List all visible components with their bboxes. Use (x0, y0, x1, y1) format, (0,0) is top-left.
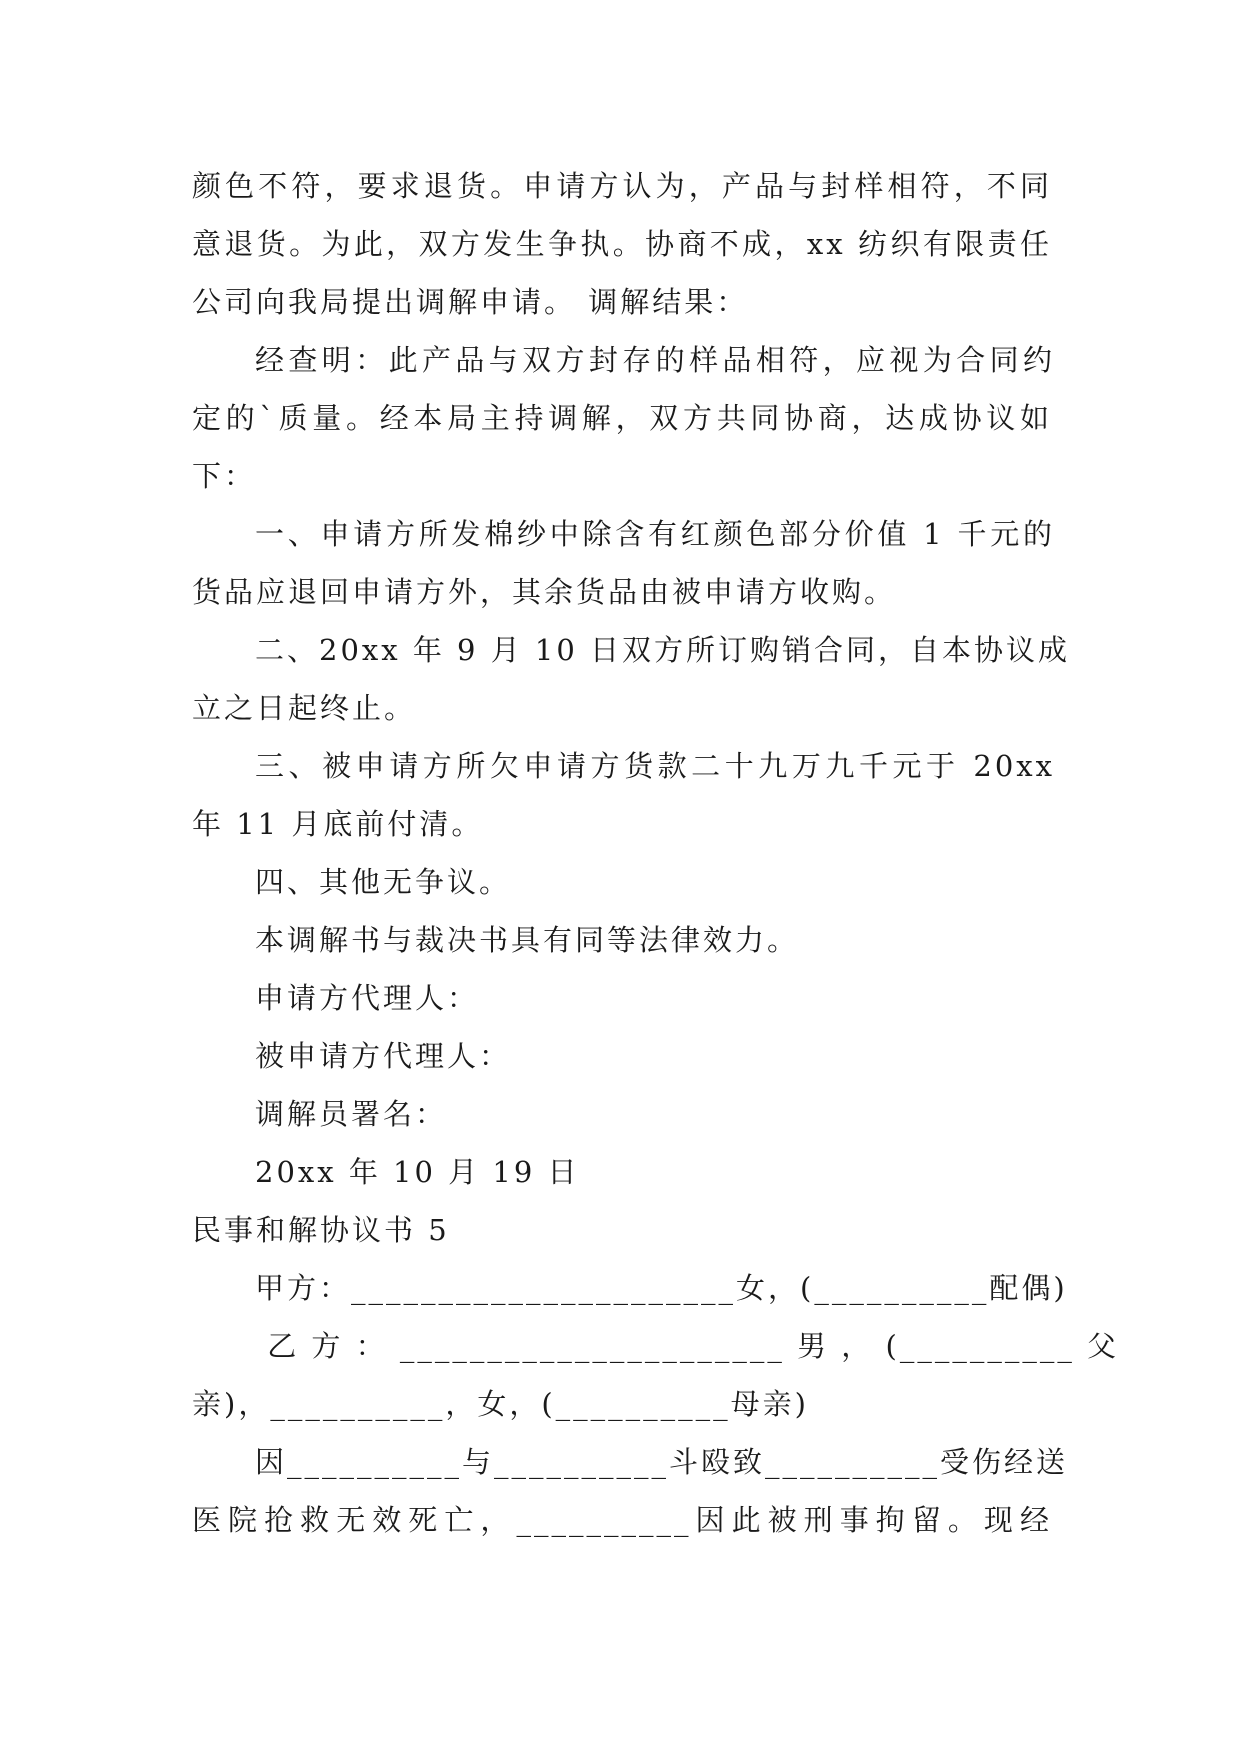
paragraph-line: 因__________与__________斗殴致__________受伤经送 (255, 1445, 1069, 1479)
clause-one-line: 货品应退回申请方外，其余货品由被申请方收购。 (192, 575, 897, 609)
paragraph-line: 颜色不符，要求退货。申请方认为，产品与封样相符，不同 (192, 169, 1052, 203)
clause-two-line: 二、20xx 年 9 月 10 日双方所订购销合同，自本协议成 (255, 633, 1071, 667)
paragraph-line: 定的`质量。经本局主持调解，双方共同协商，达成协议如 (192, 401, 1052, 435)
party-b-line: 乙 方 ： ______________________ 男 ， (__________ 父 (255, 1329, 1120, 1363)
applicant-agent-line: 申请方代理人： (255, 981, 480, 1015)
clause-three-line: 年 11 月底前付清。 (192, 807, 484, 841)
clause-two-line: 立之日起终止。 (192, 691, 417, 725)
paragraph-line: 医院抢救无效死亡，__________因此被刑事拘留。现经 (192, 1503, 1052, 1537)
paragraph-line: 公司向我局提出调解申请。 调解结果： (192, 285, 749, 319)
party-a-line: 甲方：______________________女，(__________配偶) (255, 1271, 1068, 1305)
clause-three-line: 三、被申请方所欠申请方货款二十九万九千元于 20xx (255, 749, 1055, 783)
clause-four-line: 四、其他无争议。 (255, 865, 512, 899)
party-b-line: 亲)，__________，女，(__________母亲) (192, 1387, 809, 1421)
mediator-signature-line: 调解员署名： (255, 1097, 448, 1131)
respondent-agent-line: 被申请方代理人： (255, 1039, 512, 1073)
section-title: 民事和解协议书 5 (192, 1213, 450, 1247)
paragraph-line: 下： (192, 459, 257, 493)
legal-effect-line: 本调解书与裁决书具有同等法律效力。 (255, 923, 800, 957)
paragraph-line: 经查明：此产品与双方封存的样品相符，应视为合同约 (255, 343, 1055, 377)
clause-one-line: 一、申请方所发棉纱中除含有红颜色部分价值 1 千元的 (255, 517, 1055, 551)
date-line: 20xx 年 10 月 19 日 (255, 1155, 580, 1189)
paragraph-line: 意退货。为此，双方发生争执。协商不成，xx 纺织有限责任 (192, 227, 1052, 261)
